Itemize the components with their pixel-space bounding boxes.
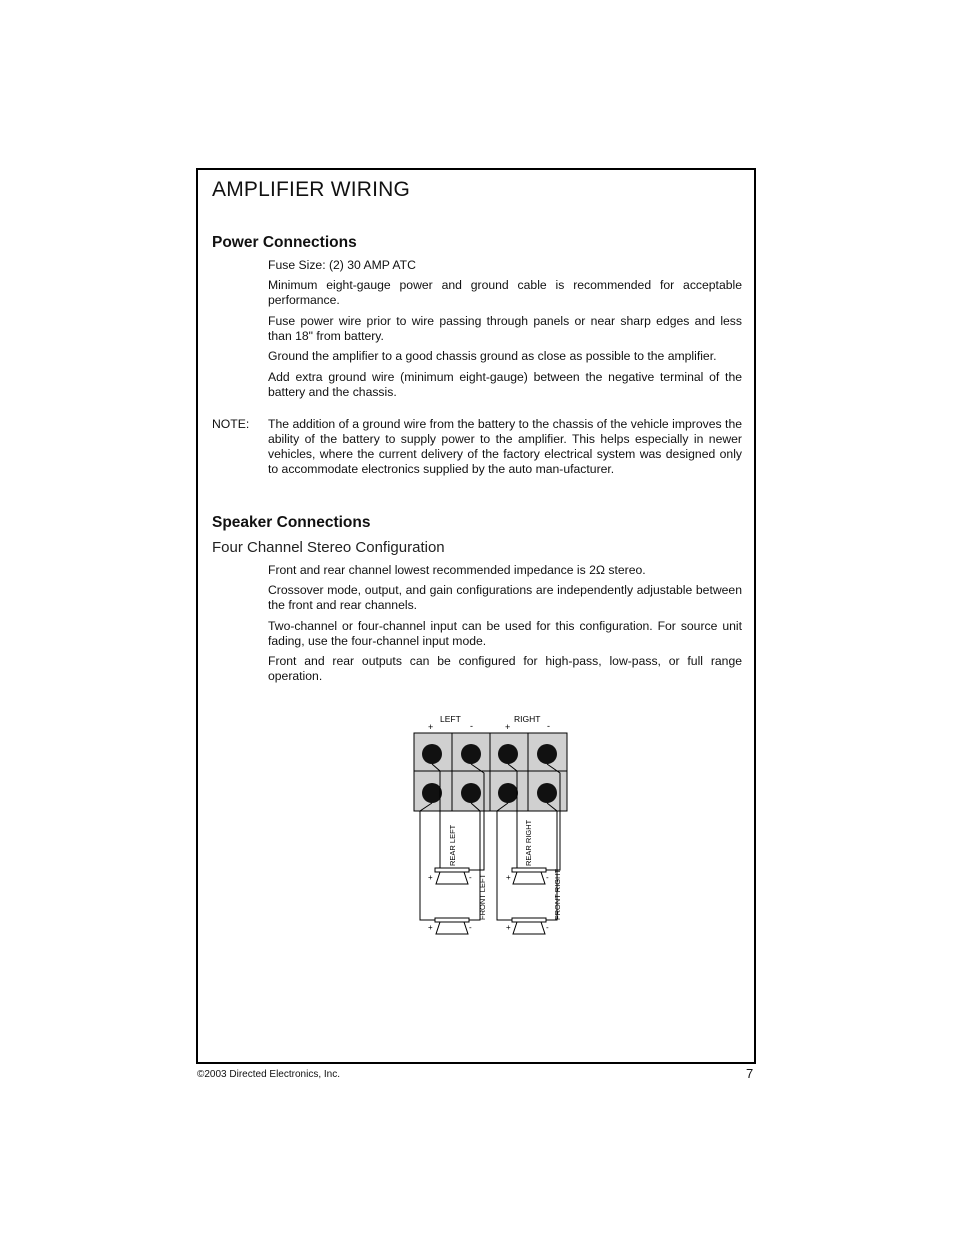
speaker-front-right <box>512 918 546 934</box>
rear-left-label: REAR LEFT <box>448 824 457 866</box>
terminal-left-rear-minus <box>461 744 481 764</box>
front-left-label: FRONT LEFT <box>478 873 487 920</box>
page-title: AMPLIFIER WIRING <box>212 178 411 201</box>
footer-copyright: ©2003 Directed Electronics, Inc. <box>197 1069 340 1080</box>
speaker-paragraph-crossover: Crossover mode, output, and gain configurations are independently adjustable between the front and rear channels. <box>268 583 742 612</box>
left-minus-label: - <box>470 721 473 731</box>
right-minus-label: - <box>547 721 550 731</box>
left-plus-label: + <box>428 722 434 732</box>
speaker-rear-right <box>512 868 546 884</box>
rear-left-minus: - <box>469 873 472 882</box>
speaker-paragraph-outputs: Front and rear outputs can be configured for high-pass, low-pass, or full range operation. <box>268 654 742 683</box>
terminal-left-front-minus <box>461 783 481 803</box>
front-right-plus: + <box>506 923 511 932</box>
terminal-left-rear-plus <box>422 744 442 764</box>
speaker-paragraph-input: Two-channel or four-channel input can be used for this configuration. For source unit fading, use the four-channel input mode. <box>268 619 742 648</box>
terminal-right-rear-plus <box>498 744 518 764</box>
power-paragraph-extra-ground: Add extra ground wire (minimum eight-gauge) between the negative terminal of the battery and the chassis. <box>268 370 742 399</box>
terminal-right-front-plus <box>498 783 518 803</box>
note-label: NOTE: <box>212 417 250 431</box>
front-left-minus: - <box>469 923 472 932</box>
power-paragraph-cable-gauge: Minimum eight-gauge power and ground cable is recommended for acceptable performance. <box>268 278 742 307</box>
power-paragraph-fuse-wire: Fuse power wire prior to wire passing through panels or near sharp edges and less than 18" from battery. <box>268 314 742 343</box>
terminal-left-front-plus <box>422 783 442 803</box>
speaker-connections-heading: Speaker Connections <box>212 514 371 531</box>
speaker-rear-left <box>435 868 469 884</box>
power-connections-heading: Power Connections <box>212 234 357 251</box>
power-paragraph-fuse-size: Fuse Size: (2) 30 AMP ATC <box>268 258 416 272</box>
right-plus-label: + <box>505 722 511 732</box>
front-right-minus: - <box>546 923 549 932</box>
terminal-right-rear-minus <box>537 744 557 764</box>
page-number: 7 <box>746 1066 754 1081</box>
front-right-label: FRONT RIGHT <box>553 868 562 920</box>
wiring-diagram <box>400 708 580 940</box>
speaker-paragraph-impedance: Front and rear channel lowest recommended impedance is 2Ω stereo. <box>268 563 646 577</box>
four-channel-subheading: Four Channel Stereo Configuration <box>212 539 445 556</box>
power-paragraph-ground: Ground the amplifier to a good chassis ground as close as possible to the amplifier. <box>268 349 717 363</box>
rear-right-minus: - <box>546 873 549 882</box>
front-left-plus: + <box>428 923 433 932</box>
rear-right-label: REAR RIGHT <box>524 819 533 866</box>
rear-left-plus: + <box>428 873 433 882</box>
rear-right-plus: + <box>506 873 511 882</box>
speaker-front-left <box>435 918 469 934</box>
terminal-right-front-minus <box>537 783 557 803</box>
note-text: The addition of a ground wire from the battery to the chassis of the vehicle improves the ability of the battery to supply power to the amplifier. This helps especially in newer vehicles, where the current delivery of the factory electrical system was designed only to accommodate electronics supplied by the auto man-ufacturer. <box>268 417 742 476</box>
right-label: RIGHT <box>514 714 541 724</box>
left-label: LEFT <box>440 714 461 724</box>
